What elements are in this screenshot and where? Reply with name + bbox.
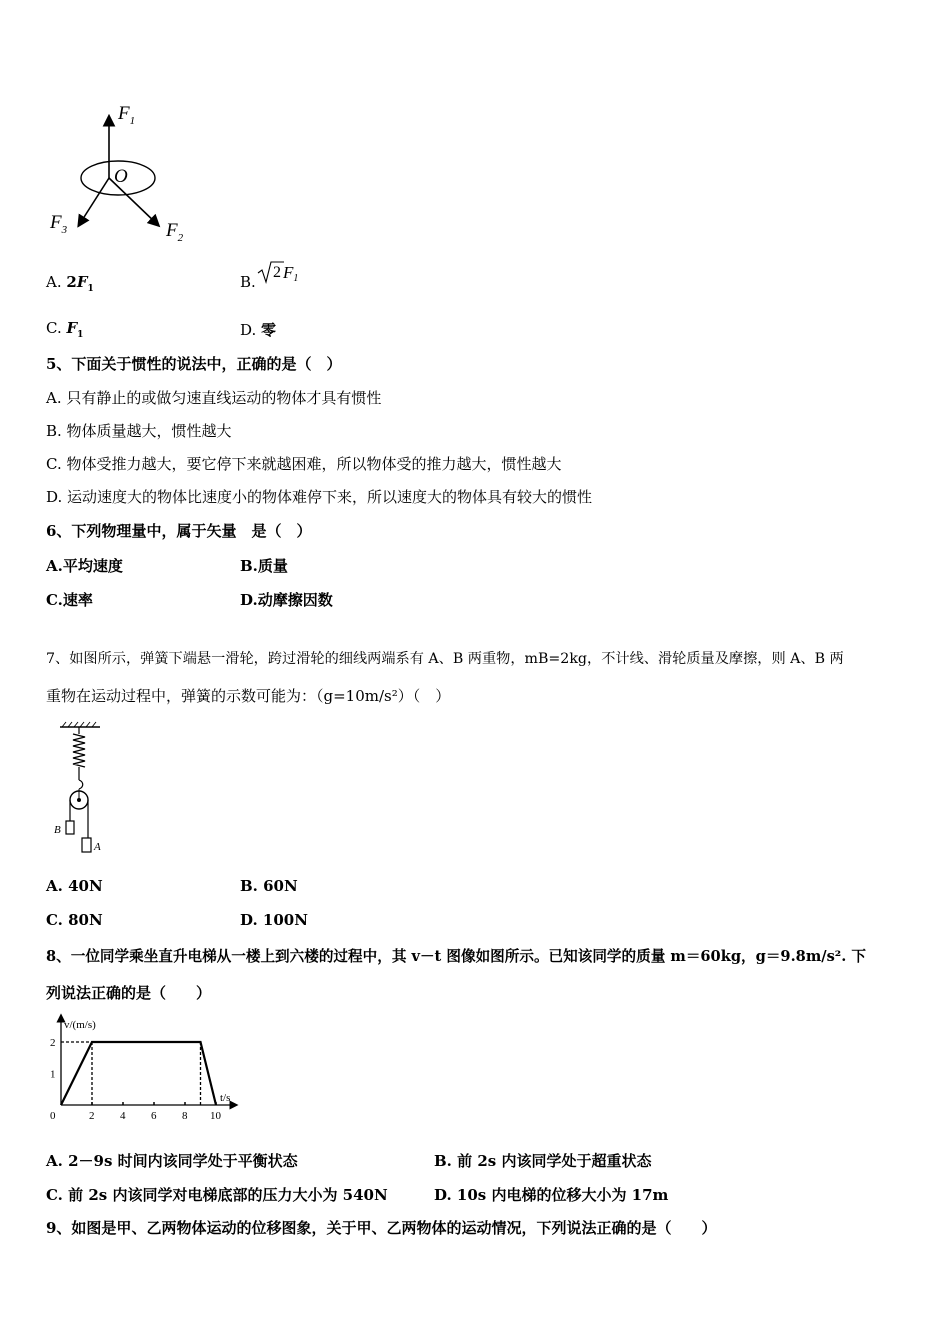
q5-option-a: A. 只有静止的或做匀速直线运动的物体才具有惯性 [46, 389, 382, 407]
y-axis-label: v/(m/s) [64, 1019, 96, 1031]
q5-option-c: C. 物体受推力越大，要它停下来就越困难，所以物体受的推力越大，惯性越大 [46, 455, 562, 473]
radicand: 2 [273, 264, 281, 281]
x-tick-label-0: 0 [50, 1110, 56, 1122]
x-tick-label-8: 8 [182, 1110, 188, 1122]
q4-option-a: A. $2F_1$ [46, 273, 94, 294]
q8-option-a: A. 2－9s 时间内该同学处于平衡状态 [46, 1152, 298, 1170]
spring-pulley-diagram [50, 718, 120, 860]
q8-stem-line1: 8、一位同学乘坐直升电梯从一楼上到六楼的过程中，其 v－t 图像如图所示。已知该同学的质量 m＝60kg，g＝9.8m/s². 下 [46, 948, 866, 965]
q7-option-a: A. 40N [46, 877, 103, 895]
y-tick-label-1: 1 [50, 1068, 56, 1081]
b-var: F1 [283, 263, 299, 284]
q7-option-b: B. 60N [240, 877, 298, 895]
q7-stem-line2: 重物在运动过程中，弹簧的示数可能为：（g=10m/s²）（ ） [46, 687, 451, 705]
label-f3: $F_3$ [50, 212, 68, 236]
x-axis-label: t/s [220, 1092, 231, 1104]
q6-option-c: C.速率 [46, 591, 93, 609]
q6-option-d: D.动摩擦因数 [240, 591, 333, 609]
q6-option-b: B.质量 [240, 557, 288, 575]
x-tick-label-4: 4 [120, 1110, 126, 1122]
label-f1: $F_1$ [118, 103, 136, 127]
q5-stem: 5、下面关于惯性的说法中，正确的是（ ） [46, 355, 342, 373]
q7-stem-line1: 7、如图所示，弹簧下端悬一滑轮，跨过滑轮的细线两端系有 A、B 两重物，mB=2kg，不计线、滑轮质量及摩擦，则 A、B 两 [46, 651, 844, 667]
velocity-series-line [61, 1042, 216, 1105]
q5-option-b: B. 物体质量越大，惯性越大 [46, 422, 232, 440]
q9-stem: 9、如图是甲、乙两物体运动的位移图象，关于甲、乙两物体的运动情况，下列说法正确的是（ ） [46, 1219, 717, 1237]
q7-option-d: D. 100N [240, 911, 308, 929]
force-diagram [40, 98, 210, 248]
q7-option-c: C. 80N [46, 911, 103, 929]
q6-option-a: A.平均速度 [46, 557, 123, 575]
x-tick-label-2: 2 [89, 1110, 95, 1122]
label-a: A [94, 841, 101, 853]
q5-option-d: D. 运动速度大的物体比速度小的物体难停下来，所以速度大的物体具有较大的惯性 [46, 488, 593, 506]
q4-option-c: C. $F_1$ [46, 319, 84, 340]
block-b [66, 821, 74, 834]
q8-option-c: C. 前 2s 内该同学对电梯底部的压力大小为 540N [46, 1186, 388, 1204]
q6-stem: 6、下列物理量中，属于矢量 是（ ） [46, 522, 312, 540]
q4-option-b: B. [240, 273, 256, 291]
label-f2: $F_2$ [166, 220, 184, 244]
label-b: B [54, 824, 61, 836]
y-tick-label-2: 2 [50, 1037, 56, 1049]
sqrt2-f1-expression [256, 258, 306, 288]
q8-option-d: D. 10s 内电梯的位移大小为 17m [434, 1186, 669, 1204]
q8-option-b: B. 前 2s 内该同学处于超重状态 [434, 1152, 652, 1170]
label-o: O [114, 166, 128, 187]
x-tick-label-6: 6 [151, 1110, 157, 1122]
ceiling-hatch [62, 722, 96, 727]
q8-stem-line2: 列说法正确的是（ ） [46, 984, 212, 1002]
spring [73, 734, 85, 767]
vt-chart [44, 1012, 244, 1124]
block-a [82, 838, 91, 852]
q4-option-d: D. 零 [240, 321, 277, 339]
x-tick-label-10: 10 [210, 1110, 221, 1122]
